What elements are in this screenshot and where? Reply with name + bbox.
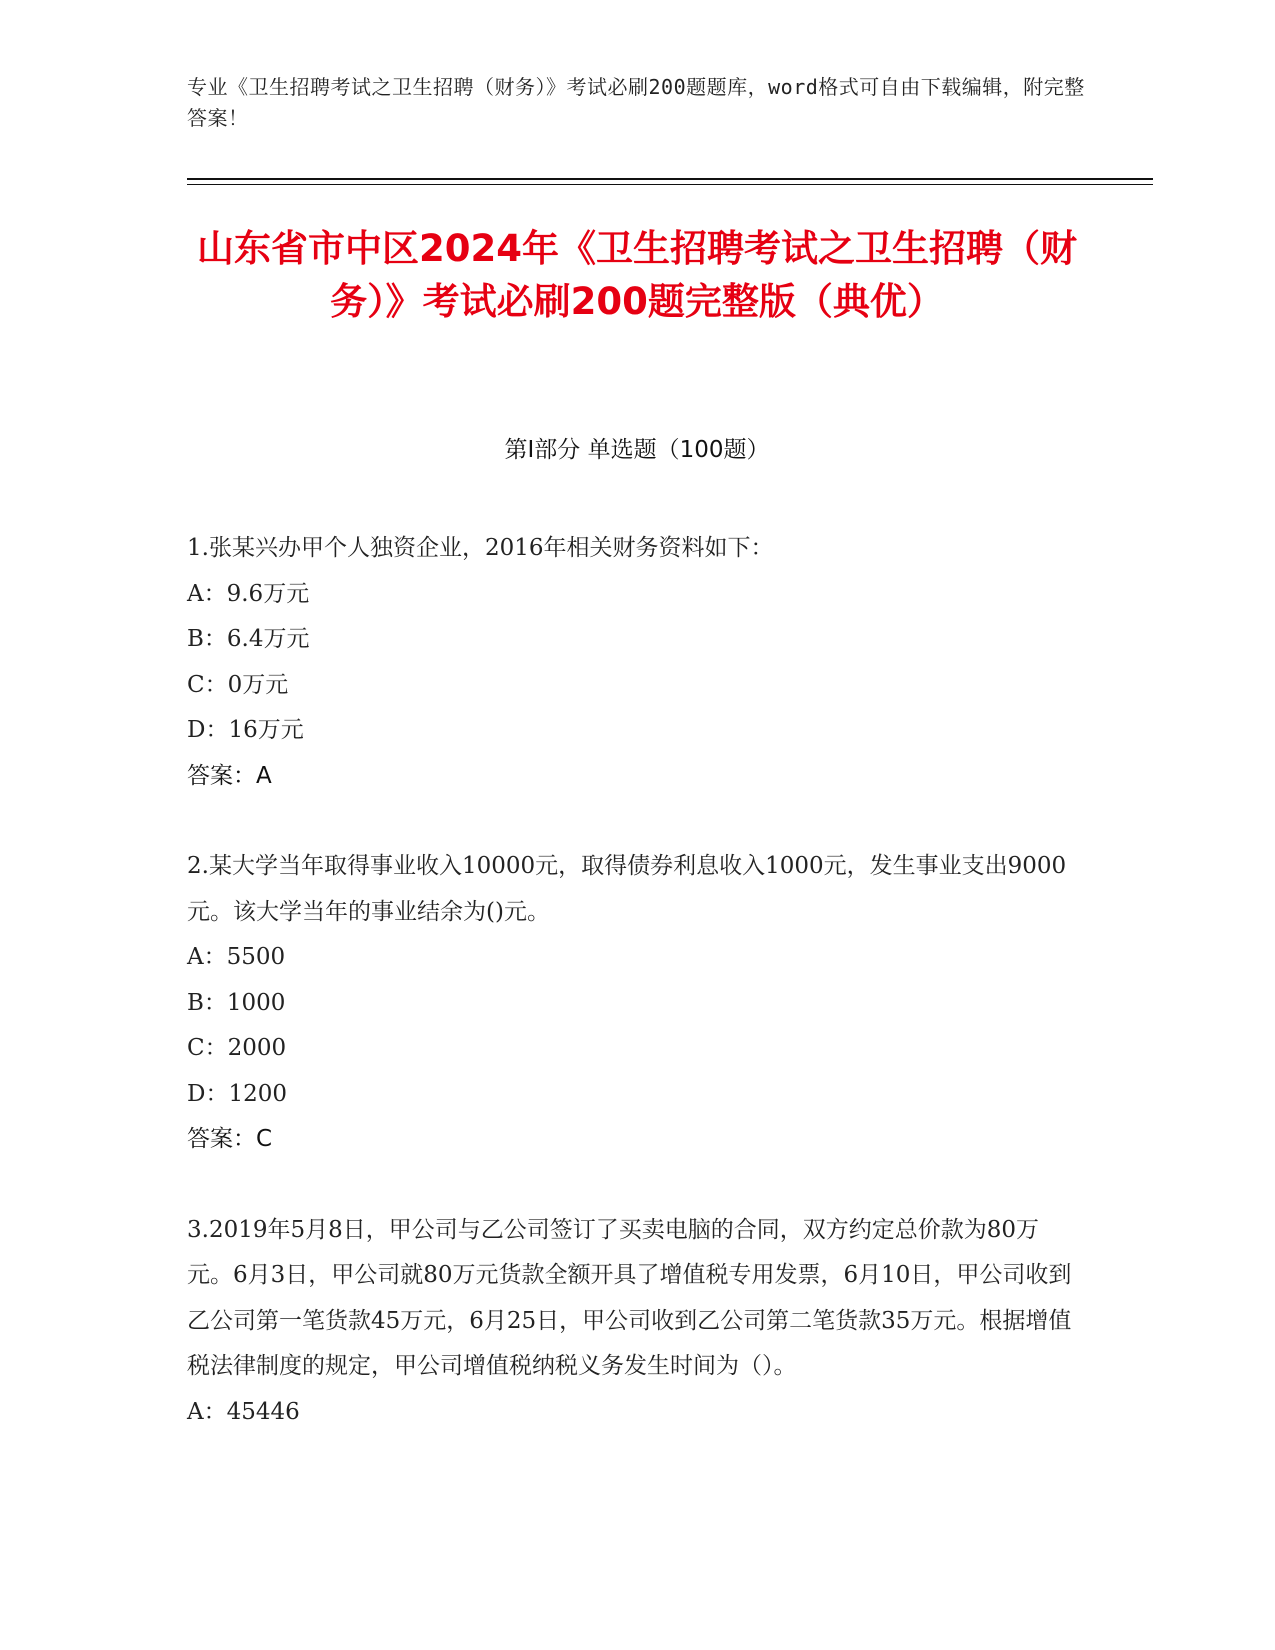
answer-text: 答案：C bbox=[187, 1126, 273, 1152]
question-stem: 2.某大学当年取得事业收入10000元，取得债券利息收入1000元，发生事业支出9000元。该大学当年的事业结余为()元。 bbox=[187, 853, 1067, 925]
question-stem: 3.2019年5月8日，甲公司与乙公司签订了买卖电脑的合同，双方约定总价款为80万元。6月3日，甲公司就80万元货款全额开具了增值税专用发票，6月10日，甲公司收到乙公司第一笔货款45万元，6月25日，甲公司收到乙公司第二笔货款35万元。根据增值税法律制度的规定，甲公司增值税纳税义务发生时间为（）。 bbox=[187, 1216, 1072, 1379]
answer-text: 答案：A bbox=[187, 762, 272, 789]
option-a: A：45446 bbox=[187, 1398, 300, 1425]
section-title: 第I部分 单选题（100题） bbox=[504, 437, 770, 463]
option-d: D：16万元 bbox=[187, 717, 304, 743]
question-item bbox=[187, 526, 1077, 799]
question-spacer bbox=[187, 1163, 1077, 1208]
option-a: A：9.6万元 bbox=[187, 580, 310, 607]
option-c: C：2000 bbox=[187, 1035, 287, 1061]
question-item bbox=[187, 1208, 1077, 1436]
option-a: A：5500 bbox=[187, 944, 286, 970]
question-spacer bbox=[187, 799, 1077, 844]
question-stem: 1.张某兴办甲个人独资企业，2016年相关财务资料如下： bbox=[187, 535, 774, 561]
header-note: 专业《卫生招聘考试之卫生招聘（财务）》考试必刷200题题库，word格式可自由下载编辑，附完整答案！ bbox=[187, 75, 1085, 130]
document-title: 山东省市中区2024年《卫生招聘考试之卫生招聘（财务）》考试必刷200题完整版（典优） bbox=[197, 227, 1077, 323]
question-list bbox=[187, 526, 1077, 1435]
option-d: D：1200 bbox=[187, 1080, 287, 1107]
option-b: B：6.4万元 bbox=[187, 626, 310, 652]
option-b: B：1000 bbox=[187, 989, 286, 1016]
question-item bbox=[187, 844, 1077, 1163]
option-c: C：0万元 bbox=[187, 671, 289, 698]
header-divider-thin bbox=[187, 184, 1153, 185]
header-divider-thick bbox=[187, 178, 1153, 180]
